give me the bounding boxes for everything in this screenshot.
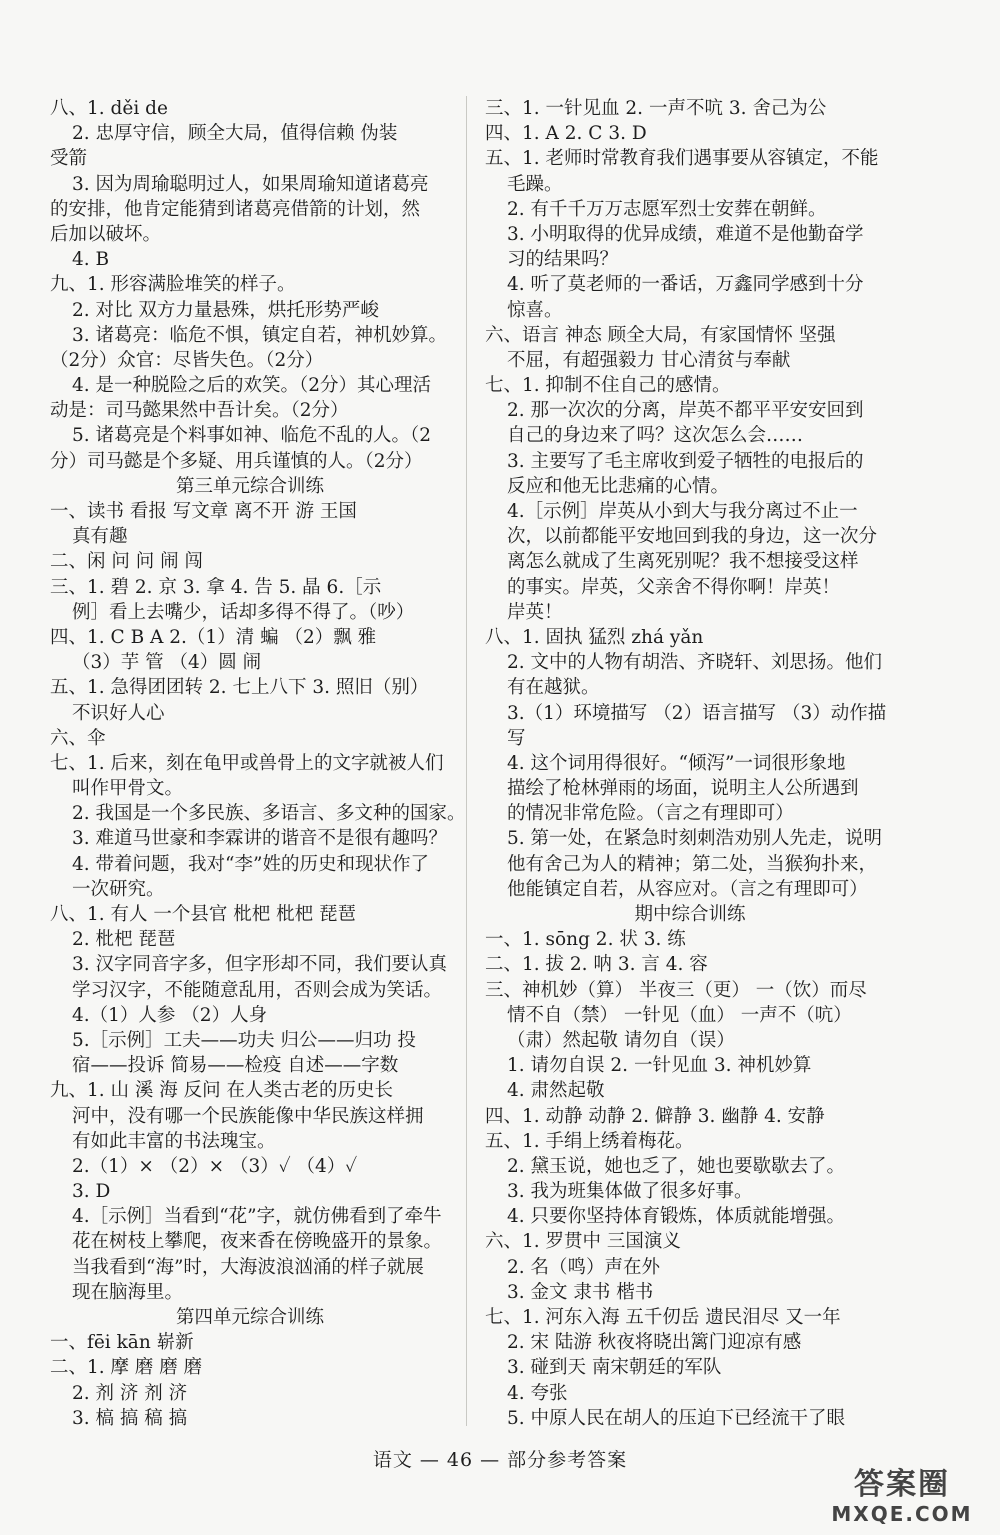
answer-line: 五、1. 老师时常教育我们遇事要从容镇定，不能 [485, 148, 879, 170]
answer-line: 情不自（禁） 一针见（血） 一声不（吭） [507, 1004, 852, 1026]
answer-line: 2. 对比 双方力量悬殊，烘托形势严峻 [72, 299, 379, 321]
answer-line: 反应和他无比悲痛的心情。 [507, 475, 730, 497]
answer-line: 八、1. 有人 一个县官 枇杷 枇杷 琵琶 [50, 904, 357, 925]
answer-line: 2. 那一次次的分离，岸英不都平平安安回到 [507, 400, 864, 422]
section-heading: 期中综合训练 [634, 904, 746, 925]
left-answer-column [50, 96, 466, 1431]
answer-line: 不屈，有超强毅力 甘心清贫与奉献 [507, 349, 791, 371]
answer-line: 5. 诸葛亮是个料事如神、临危不乱的人。（2 [72, 425, 432, 447]
answer-line: 后加以破坏。 [50, 223, 162, 245]
answer-line: 2. 宋 陆游 秋夜将晓出篱门迎凉有感 [507, 1332, 802, 1354]
answer-line: 花在树枝上攀爬，夜来香在傍晚盛开的景象。 [72, 1231, 443, 1253]
answer-line: 真有趣 [72, 526, 128, 548]
answer-line: 宿——投诉 简易——检疫 自述——字数 [72, 1055, 399, 1077]
answer-line: 2. 忠厚守信，顾全大局，值得信赖 伪装 [72, 123, 398, 145]
answer-line: 2.（1）× （2）× （3）✓ （4）✓ [72, 1155, 358, 1177]
answer-line: 四、1. C B A 2.（1）清 蝙 （2）飘 雅 [50, 626, 377, 648]
answer-line: 2. 我国是一个多民族、多语言、多文种的国家。 [72, 803, 466, 825]
answer-line: 六、1. 罗贯中 三国演义 [485, 1231, 681, 1253]
answer-line: 河中，没有哪一个民族能像中华民族这样拥 [72, 1105, 424, 1127]
answer-line: 4. 这个词用得很好。“倾泻”一词很形象地 [507, 752, 846, 774]
watermark-text-top: 答案圈 [854, 1467, 950, 1502]
answer-line: 离怎么就成了生离死别呢？我不想接受这样 [507, 551, 859, 573]
column-divider [466, 96, 467, 1426]
answer-line: 七、1. 河东入海 五千仞岳 遗民泪尽 又一年 [485, 1307, 841, 1328]
answer-line: 九、1. 形容满脸堆笑的样子。 [50, 274, 296, 296]
answer-line: 2. 枇杷 琵琶 [72, 929, 176, 951]
answer-line: 当我看到“海”时，大海波浪汹涌的样子就展 [72, 1256, 424, 1278]
answer-line: 一、1. sōng 2. 状 3. 练 [485, 929, 686, 951]
answer-line: 次，以前都能平安地回到我的身边，这一次分 [507, 526, 878, 548]
answer-line: 受箭 [50, 148, 88, 170]
answer-line: 三、1. 一针见血 2. 一声不吭 3. 舍己为公 [485, 98, 827, 119]
answer-line: 3. 槁 搞 稿 搞 [72, 1407, 188, 1429]
answer-line: 3. 汉字同音字多，但字形却不同，我们要认真 [72, 954, 448, 976]
answer-line: 4. 是一种脱险之后的欢笑。（2分）其心理活 [72, 375, 432, 397]
answer-line: 六、语言 神态 顾全大局，有家国情怀 坚强 [485, 324, 836, 346]
answer-line: 岸英！ [507, 601, 563, 623]
answer-line: 二、1. 拔 2. 呐 3. 言 4. 容 [485, 954, 708, 976]
answer-line: 一、读书 看报 写文章 离不开 游 王国 [50, 501, 357, 522]
answer-line: 六、伞 [50, 727, 106, 749]
right-answer-column [485, 96, 895, 1431]
answer-line: 八、1. děi de [50, 98, 168, 119]
answer-line: 他有舍己为人的精神；第二处，当猴狗扑来， [507, 853, 878, 875]
watermark-logo [822, 1468, 982, 1532]
answer-line: 3.（1）环境描写 （2）语言描写 （3）动作描 [507, 702, 887, 724]
answer-line: 的安排，他肯定能猜到诸葛亮借箭的计划，然 [50, 198, 421, 220]
answer-line: 的事实。岸英，父亲舍不得你啊！岸英！ [507, 576, 841, 598]
answer-line: 3. 金文 隶书 楷书 [507, 1281, 654, 1303]
answer-line: 3. 我为班集体做了很多好事。 [507, 1181, 753, 1203]
answer-line: 5. 第一处，在紧急时刻刺浩劝别人先走，说明 [507, 828, 883, 850]
answer-line: 3. D [72, 1181, 111, 1203]
page-footer: 语文 — 46 — 部分参考答案 [372, 1449, 628, 1471]
answer-line: 学习汉字，不能随意乱用，否则会成为笑话。 [72, 979, 443, 1001]
answer-line: 二、闲 问 问 闹 闯 [50, 551, 204, 573]
answer-line: 5.［示例］工夫——功夫 归公——归功 投 [72, 1029, 416, 1051]
answer-line: 一次研究。 [72, 878, 165, 900]
answer-line: 分）司马懿是个多疑、用兵谨慎的人。（2分） [50, 450, 423, 472]
answer-line: 二、1. 摩 磨 磨 磨 [50, 1357, 203, 1379]
answer-line: 4. 带着问题，我对“李”姓的历史和现状作了 [72, 853, 429, 875]
answer-line: 3. 难道马世豪和李霖讲的谐音不是很有趣吗？ [72, 828, 448, 850]
answer-line: 三、1. 碧 2. 京 3. 拿 4. 告 5. 晶 6.［示 [50, 576, 382, 598]
answer-line: （3）芋 管 （4）圆 闹 [72, 652, 262, 674]
answer-line: 他能镇定自若，从容应对。（言之有理即可） [507, 878, 868, 900]
answer-line: 2. 黛玉说，她也乏了，她也要歇歇去了。 [507, 1155, 846, 1177]
answer-line: 例］看上去嘴少，话却多得不得了。（吵） [72, 601, 415, 623]
answer-line: 2. 名（鸣）声在外 [507, 1256, 661, 1278]
answer-line: 现在脑海里。 [72, 1281, 184, 1303]
answer-line: 3. 主要写了毛主席收到爱子牺牲的电报后的 [507, 450, 864, 472]
answer-line: 3. 小明取得的优异成绩，难道不是他勤奋学 [507, 223, 864, 245]
answer-line: 写 [507, 727, 526, 749]
answer-line: 5. 中原人民在胡人的压迫下已经流干了眼 [507, 1407, 846, 1429]
answer-line: 不识好人心 [72, 702, 165, 724]
answer-line: 3. 诸葛亮：临危不惧，镇定自若，神机妙算。 [72, 324, 448, 346]
answer-line: 毛躁。 [507, 173, 563, 195]
answer-line: 2. 有千千万万志愿军烈士安葬在朝鲜。 [507, 198, 827, 220]
answer-line: 描绘了枪林弹雨的场面，说明主人公所遇到 [507, 778, 859, 800]
answer-line: 4.（1）人参 （2）人身 [72, 1004, 268, 1026]
answer-line: 4.［示例］当看到“花”字，就仿佛看到了牵牛 [72, 1206, 442, 1228]
answer-line: （肃）然起敬 请勿自（误） [507, 1029, 735, 1051]
answer-line: 4. 听了莫老师的一番话，万鑫同学感到十分 [507, 274, 864, 296]
answer-line: 惊喜。 [507, 299, 563, 321]
answer-line: 习的结果吗？ [507, 249, 619, 271]
answer-line: 五、1. 手绢上绣着梅花。 [485, 1130, 694, 1152]
answer-line: 八、1. 固执 猛烈 zhá yǎn [485, 626, 704, 648]
answer-line: 2. 剂 济 剂 济 [72, 1382, 188, 1404]
answer-line: 有如此丰富的书法瑰宝。 [72, 1130, 276, 1152]
answer-line: 的情况非常危险。（言之有理即可） [507, 803, 794, 825]
answer-line: 九、1. 山 溪 海 反问 在人类古老的历史长 [50, 1080, 394, 1102]
section-heading: 第三单元综合训练 [175, 475, 324, 497]
answer-line: 七、1. 抑制不住自己的感情。 [485, 375, 731, 397]
answer-line: 有在越狱。 [507, 677, 600, 699]
answer-line: 动是：司马懿果然中吾计矣。（2分） [50, 400, 349, 422]
answer-line: 2. 文中的人物有胡浩、齐晓轩、刘思扬。他们 [507, 652, 883, 674]
answer-line: 七、1. 后来，刻在龟甲或兽骨上的文字就被人们 [50, 752, 444, 774]
answer-line: 4. B [72, 249, 110, 271]
answer-line: 4. 肃然起敬 [507, 1080, 605, 1102]
answer-line: （2分）众官：尽皆失色。（2分） [50, 349, 324, 371]
answer-line: 4. 夸张 [507, 1382, 568, 1404]
answer-line: 三、神机妙（算） 半夜三（更） 一（饮）而尽 [485, 979, 867, 1001]
answer-line: 3. 因为周瑜聪明过人，如果周瑜知道诸葛亮 [72, 173, 429, 195]
answer-line: 自己的身边来了吗？这次怎么会…… [507, 425, 804, 447]
answer-line: 四、1. A 2. C 3. D [485, 123, 647, 145]
answer-line: 4. 只要你坚持体育锻炼，体质就能增强。 [507, 1206, 846, 1228]
answer-line: 3. 碰到天 南宋朝廷的军队 [507, 1357, 722, 1379]
answer-line: 四、1. 动静 动静 2. 僻静 3. 幽静 4. 安静 [485, 1105, 825, 1127]
answer-line: 一、fēi kān 崭新 [50, 1332, 194, 1354]
answer-line: 4.［示例］岸英从小到大与我分离过不止一 [507, 501, 858, 522]
answer-line: 叫作甲骨文。 [72, 778, 184, 800]
answer-line: 五、1. 急得团团转 2. 七上八下 3. 照旧（别） [50, 677, 429, 699]
watermark-text-bottom: MXQE.COM [831, 1502, 973, 1526]
section-heading: 第四单元综合训练 [175, 1307, 324, 1328]
answer-line: 1. 请勿自误 2. 一针见血 3. 神机妙算 [507, 1055, 812, 1077]
